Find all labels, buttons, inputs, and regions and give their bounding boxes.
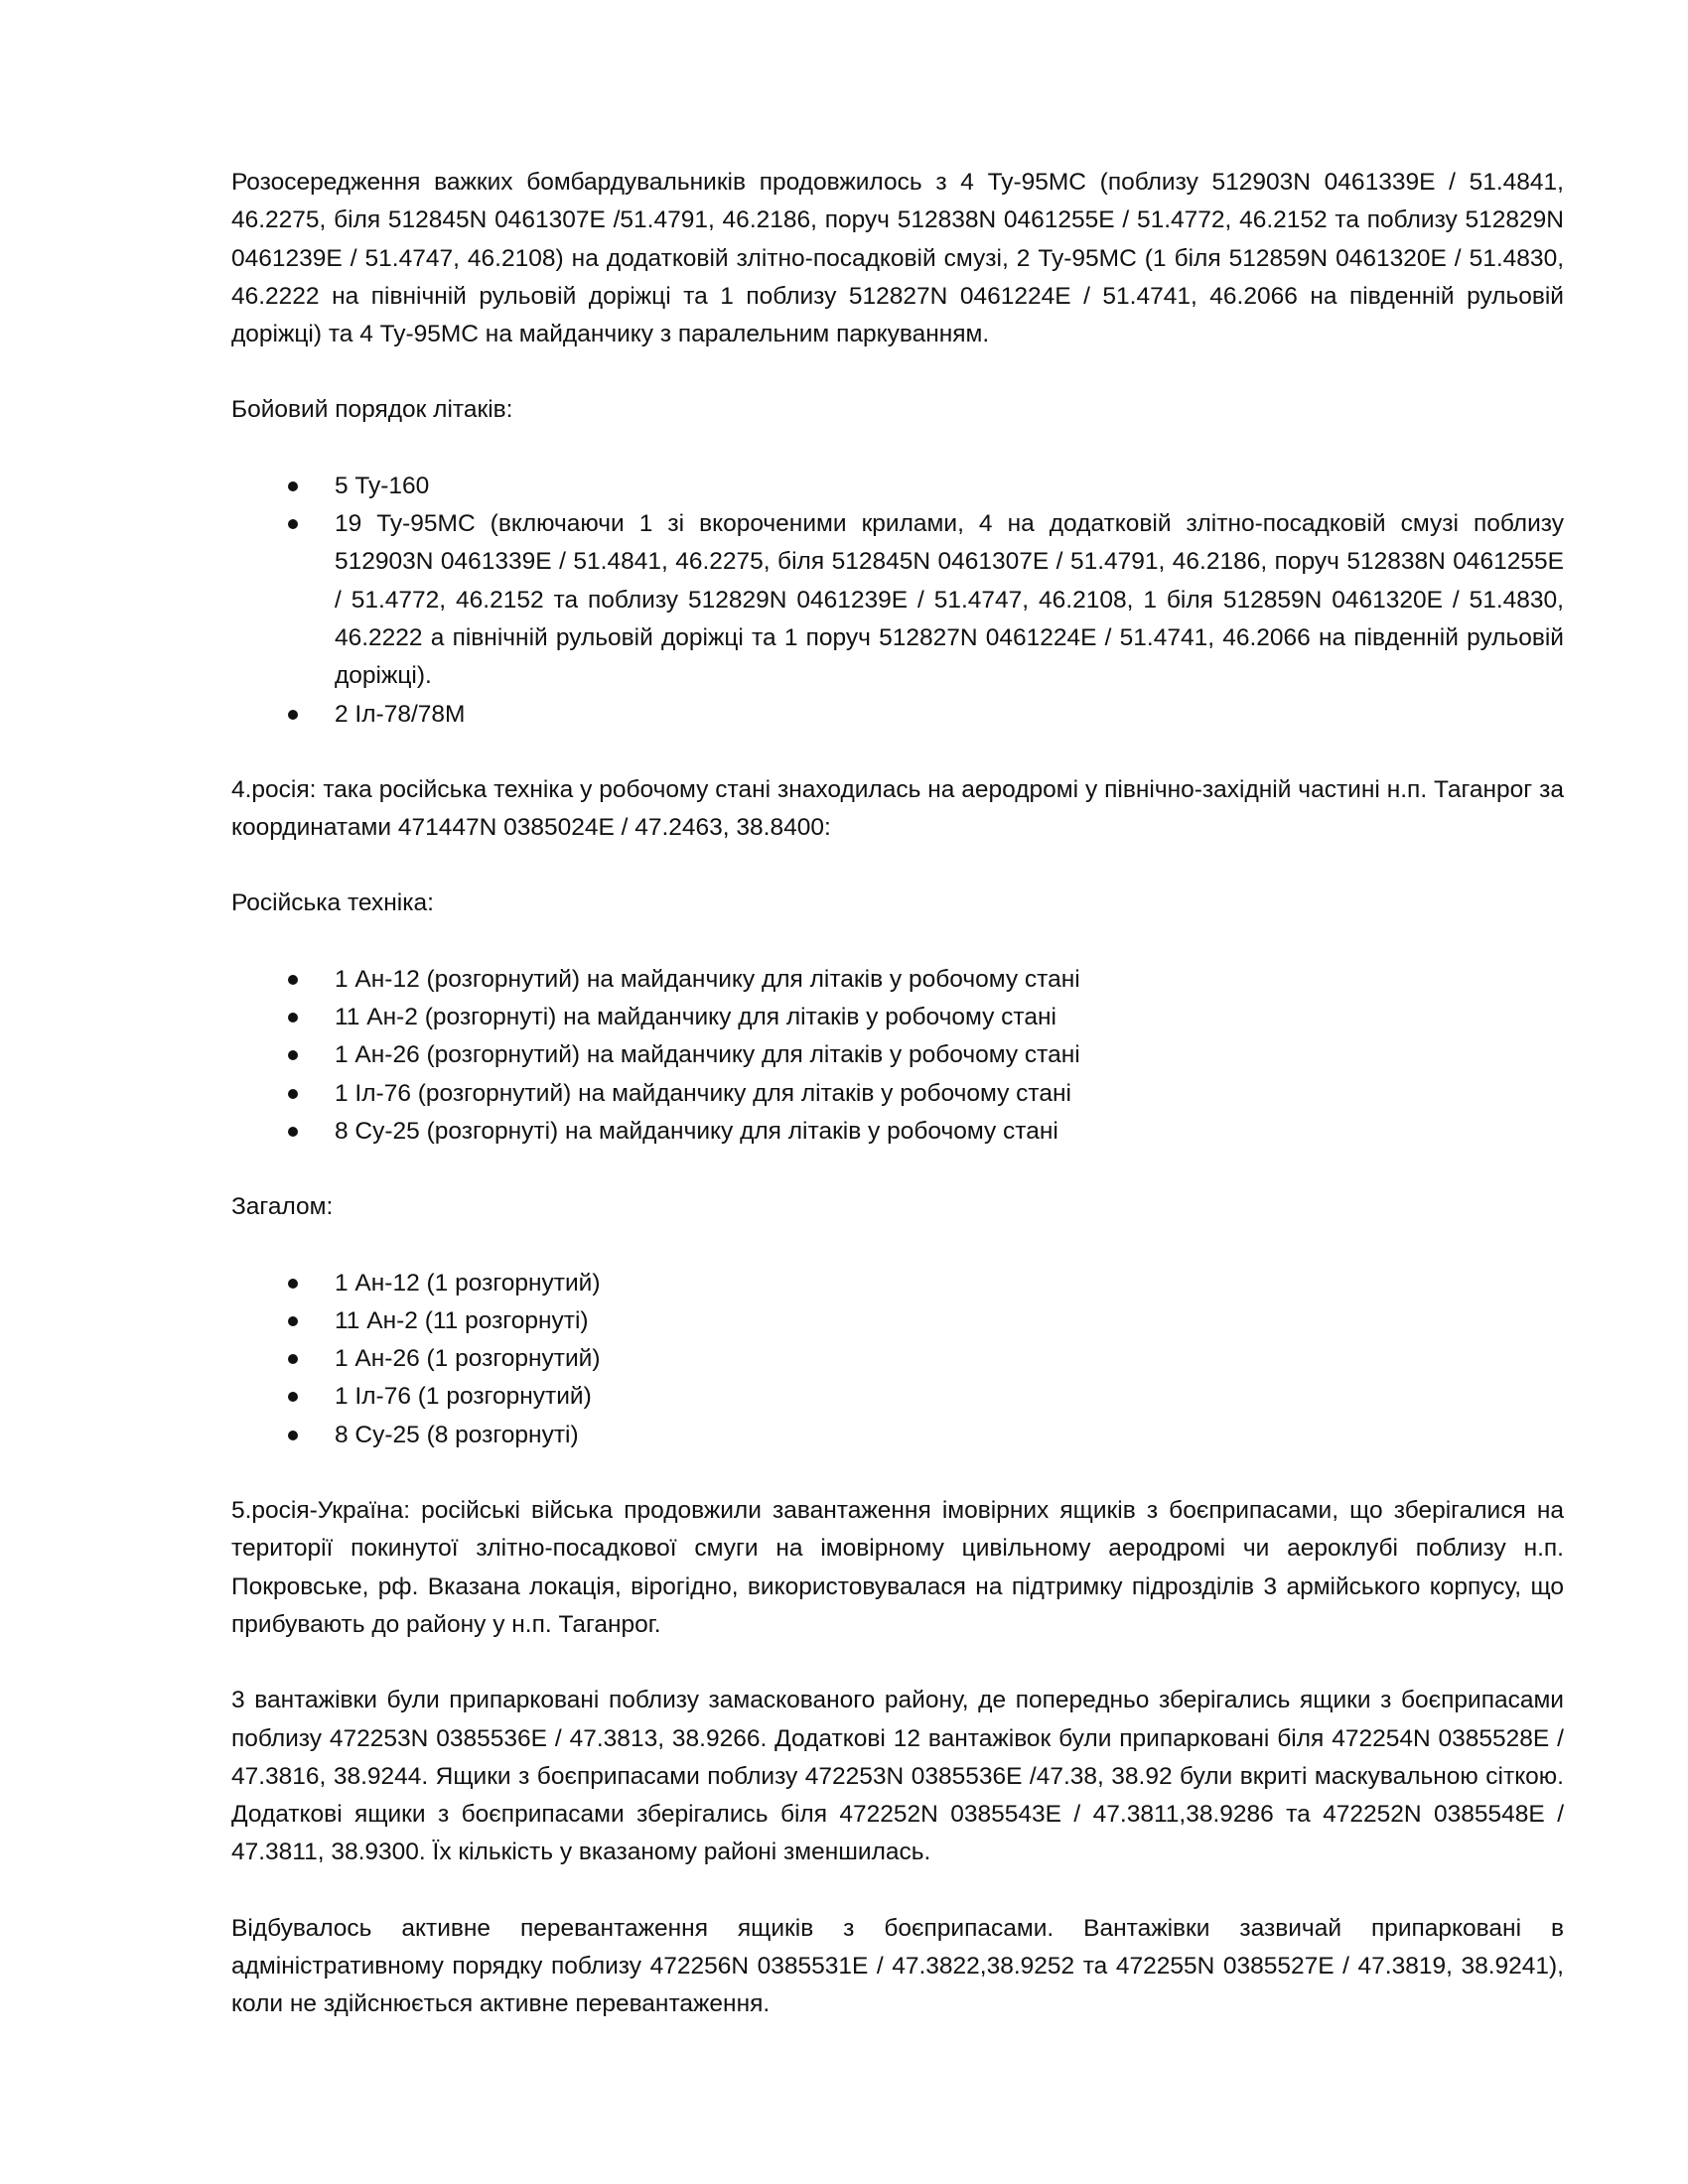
list-item (335, 1417, 1564, 1454)
list-total (231, 1265, 1564, 1454)
list-item (335, 999, 1564, 1036)
list-item-text: 8 Су-25 (розгорнуті) на майданчику для літаків у робочому стані (335, 1117, 1058, 1145)
list-item-text: 8 Су-25 (8 розгорнуті) (335, 1421, 579, 1448)
list-item (335, 1378, 1564, 1416)
list-item (335, 696, 1564, 734)
list-item (335, 961, 1564, 999)
list-item (335, 1113, 1564, 1151)
bullet-icon (288, 1127, 298, 1137)
bullet-icon (288, 1013, 298, 1023)
list-item (335, 468, 1564, 505)
paragraph-section-5: 5.росія-Україна: російські війська продовжили завантаження імовірних ящиків з боєприпасами, що зберігалися на території покинутої злітно-посадкової смуги на імовірному цивільному аеродромі чи аероклубі поблизу н.п. Покровське, рф. Вказана локація, вірогідно, використовувалася на підтримку підрозділів 3 армійського корпусу, що прибувають до району у н.п. Таганрог. (231, 1497, 1564, 1638)
list-item-text: 11 Ан-2 (розгорнуті) на майданчику для літаків у робочому стані (335, 1004, 1056, 1031)
list-item-text: 1 Іл-76 (1 розгорнутий) (335, 1383, 592, 1411)
list-order-of-battle (231, 468, 1564, 734)
list-item (335, 1036, 1564, 1074)
paragraph-bomber-dispersal: Розосередження важких бомбардувальників продовжилось з 4 Ту-95МС (поблизу 512903N 0461339E / 51.4841, 46.2275, біля 512845N 0461307E /51.4791, 46.2186, поруч 512838N 0461255E / 51.4772, 46.2152 та поблизу 512829N 0461239E / 51.4747, 46.2108) на додатковій злітно-посадковій смузі, 2 Ту-95МС (1 біля 512859N 0461320E / 51.4830, 46.2222 на північній рульовій доріжці та 1 поблизу 512827N 0461224E / 51.4741, 46.2066 на південній рульовій доріжці) та 4 Ту-95МС на майданчику з паралельним паркуванням. (231, 169, 1564, 348)
bullet-icon (288, 1431, 298, 1440)
bullet-icon (288, 710, 298, 720)
list-item-text: 19 Ту-95МС (включаючи 1 зі вкороченими крилами, 4 на додатковій злітно-посадковій смузі поблизу 512903N 0461339E / 51.4841, 46.2275, біля 512845N 0461307E / 51.4791, 46.2186, поруч 512838N 0461255E / 51.4772, 46.2152 та поблизу 512829N 0461239E / 51.4747, 46.2108, 1 біля 512859N 0461320E / 51.4830, 46.2222 а північній рульовій доріжці та 1 поруч 512827N 0461224E / 51.4741, 46.2066 на південній рульовій доріжці). (335, 510, 1564, 690)
list-item (335, 505, 1564, 695)
list-item-text: 1 Ан-12 (1 розгорнутий) (335, 1269, 601, 1297)
paragraph-trucks: 3 вантажівки були припарковані поблизу замаскованого району, де попередньо зберігались ящики з боєприпасами поблизу 472253N 0385536E / 47.3813, 38.9266. Додаткові 12 вантажівок були припарковані біля 472254N 0385528E / 47.3816, 38.9244. Ящики з боєприпасами поблизу 472253N 0385536E /47.38, 38.92 були вкриті маскувальною сіткою. Додаткові ящики з боєприпасами зберігались біля 472252N 0385543E / 47.3811,38.9286 та 472252N 0385548E / 47.3811, 38.9300. Їх кількість у вказаному районі зменшилась. (231, 1687, 1564, 1866)
paragraph-reloading: Відбувалось активне перевантаження ящиків з боєприпасами. Вантажівки зазвичай припарковані в адміністративному порядку поблизу 472256N 0385531E / 47.3822,38.9252 та 472255N 0385527E / 47.3819, 38.9241), коли не здійснюється активне перевантаження. (231, 1914, 1564, 2018)
list-item-text: 1 Ан-12 (розгорнутий) на майданчику для літаків у робочому стані (335, 965, 1080, 993)
list-item-text: 1 Іл-76 (розгорнутий) на майданчику для літаків у робочому стані (335, 1079, 1071, 1107)
list-item (335, 1075, 1564, 1113)
paragraph-section-4: 4.росія: така російська техніка у робочому стані знаходилась на аеродромі у північно-західній частині н.п. Таганрог за координатами 471447N 0385024E / 47.2463, 38.8400: (231, 775, 1564, 842)
bullet-icon (288, 1316, 298, 1326)
bullet-icon (288, 975, 298, 985)
document-page (231, 164, 1564, 2062)
heading-total: Загалом: (231, 1193, 334, 1221)
heading-russian-equipment: Російська техніка: (231, 889, 434, 917)
list-item-text: 11 Ан-2 (11 розгорнуті) (335, 1306, 589, 1334)
bullet-icon (288, 1354, 298, 1364)
list-item-text: 2 Іл-78/78М (335, 700, 466, 728)
bullet-icon (288, 1089, 298, 1099)
list-item (335, 1340, 1564, 1378)
list-item-text: 1 Ан-26 (1 розгорнутий) (335, 1345, 601, 1373)
bullet-icon (288, 1392, 298, 1402)
bullet-icon (288, 1279, 298, 1289)
list-russian-equipment (231, 961, 1564, 1151)
bullet-icon (288, 519, 298, 529)
list-item (335, 1265, 1564, 1302)
bullet-icon (288, 481, 298, 491)
heading-order-of-battle: Бойовий порядок літаків: (231, 396, 513, 424)
list-item (335, 1302, 1564, 1340)
list-item-text: 1 Ан-26 (розгорнутий) на майданчику для літаків у робочому стані (335, 1041, 1080, 1069)
list-item-text: 5 Ту-160 (335, 472, 430, 499)
bullet-icon (288, 1050, 298, 1060)
